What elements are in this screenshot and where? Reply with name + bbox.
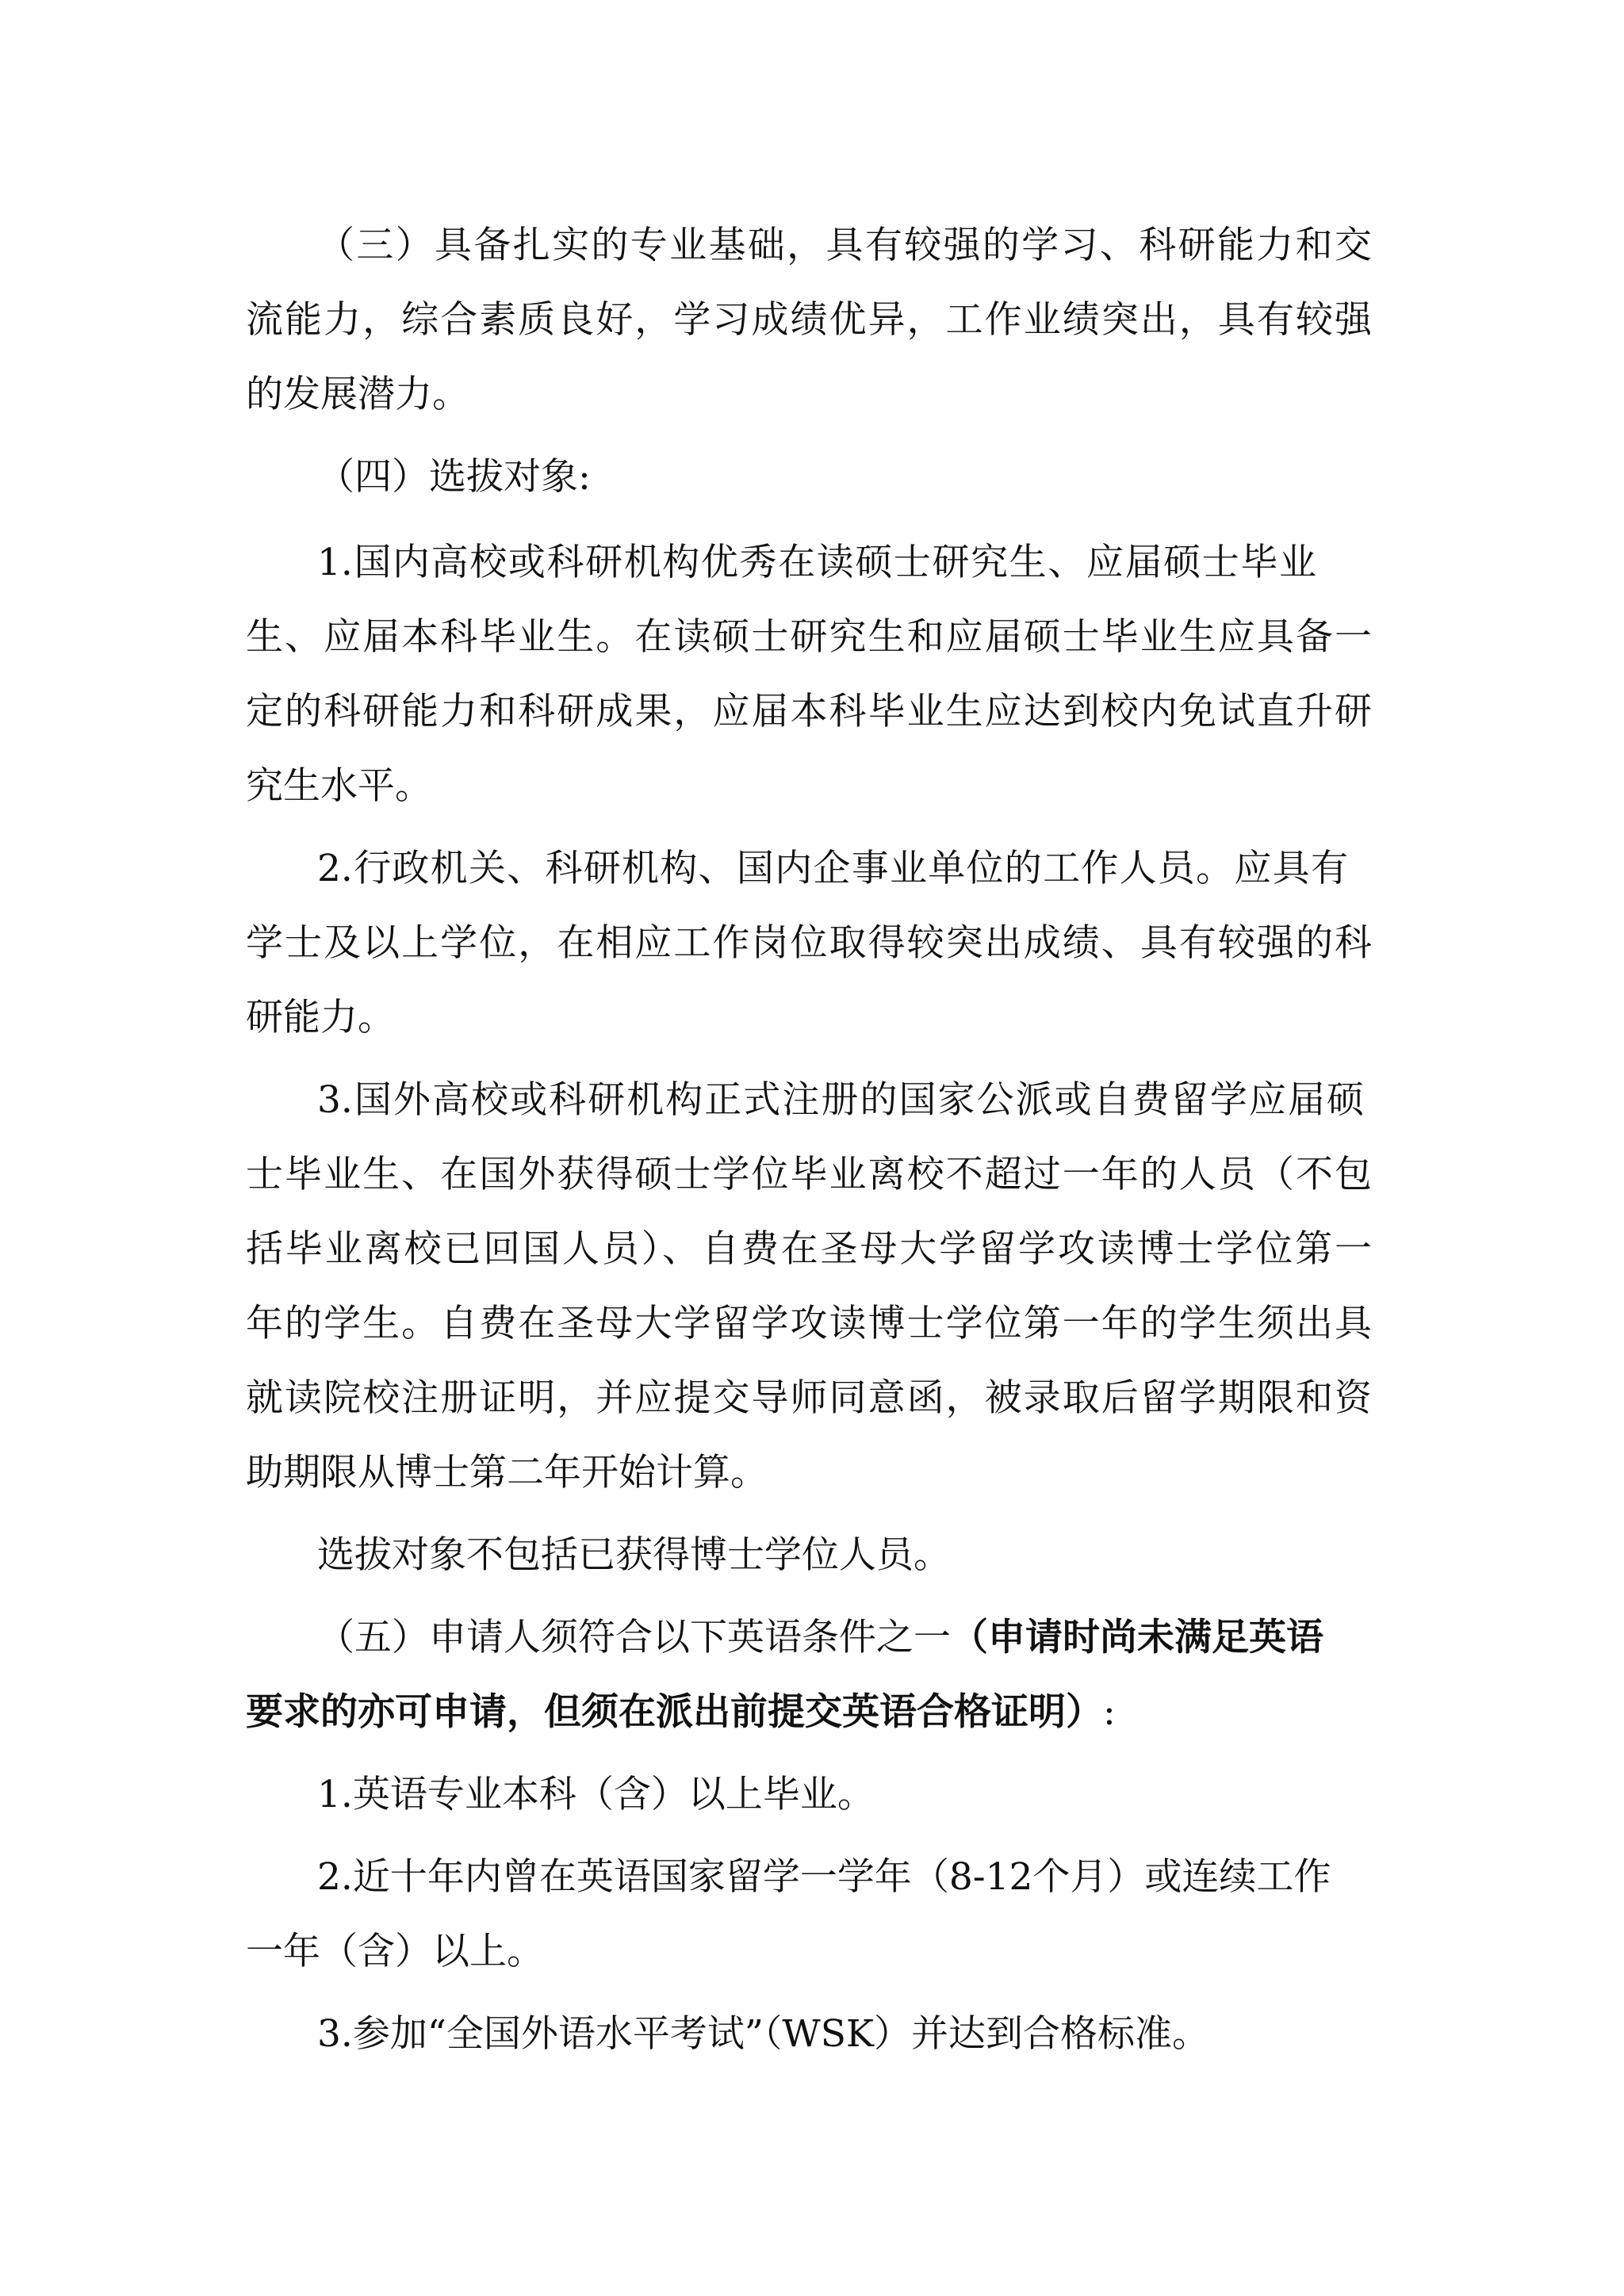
section-4-item-2-line-2: 学士及以上学位，在相应工作岗位取得较突出成绩、具有较强的科 xyxy=(246,921,1372,965)
section-4-item-3-line-5: 就读院校注册证明，并应提交导师同意函，被录取后留学期限和资 xyxy=(246,1376,1372,1420)
section-5-item-2-line-2: 一年（含）以上。 xyxy=(246,1930,544,1973)
section-3-line-2: 流能力，综合素质良好，学习成绩优异，工作业绩突出，具有较强 xyxy=(246,298,1372,342)
section-4-item-3-line-6: 助期限从博士第二年开始计算。 xyxy=(246,1451,768,1494)
section-5-item-1: 1.英语专业本科（含）以上毕业。 xyxy=(317,1773,875,1816)
section-4-item-1-line-2: 生、应届本科毕业生。在读硕士研究生和应届硕士毕业生应具备一 xyxy=(246,615,1372,659)
section-4-item-3-line-3: 括毕业离校已回国人员）、自费在圣母大学留学攻读博士学位第一 xyxy=(246,1227,1372,1271)
section-4-item-2-line-3: 研能力。 xyxy=(246,996,395,1039)
section-5-line-1-normal: （五）申请人须符合以下英语条件之一 xyxy=(317,1616,951,1659)
section-3-line-3: 的发展潜力。 xyxy=(246,373,469,416)
section-4-item-3-line-4: 年的学生。自费在圣母大学留学攻读博士学位第一年的学生须出具 xyxy=(246,1302,1372,1345)
section-4-item-3-line-2: 士毕业生、在国外获得硕士学位毕业离校不超过一年的人员（不包 xyxy=(246,1153,1372,1196)
section-3-line-1: （三）具备扎实的专业基础，具有较强的学习、科研能力和交 xyxy=(317,224,1372,267)
section-5-line-1 xyxy=(317,1605,1443,1671)
section-5-line-1-bold: （申请时尚未满足英语 xyxy=(951,1616,1323,1659)
section-4-note: 选拔对象不包括已获得博士学位人员。 xyxy=(317,1533,951,1577)
section-4-item-3-line-1: 3.国外高校或科研机构正式注册的国家公派或自费留学应届硕 xyxy=(317,1078,1364,1122)
section-5-item-2-line-1: 2.近十年内曾在英语国家留学一学年（8-12个月）或连续工作 xyxy=(317,1855,1331,1899)
section-4-item-1-line-3: 定的科研能力和科研成果，应届本科毕业生应达到校内免试直升研 xyxy=(246,690,1372,733)
section-4-item-1-line-4: 究生水平。 xyxy=(246,764,432,808)
section-4-heading: （四）选拔对象: xyxy=(317,455,591,499)
section-5-line-2-bold: 要求的亦可申请，但须在派出前提交英语合格证明） xyxy=(246,1690,1103,1734)
section-5-line-2-normal: : xyxy=(1103,1690,1116,1734)
section-4-item-2-line-1: 2.行政机关、科研机构、国内企事业单位的工作人员。应具有 xyxy=(317,847,1348,890)
section-5-line-2 xyxy=(246,1679,1372,1746)
section-5-item-3: 3.参加“全国外语水平考试”（WSK）并达到合格标准。 xyxy=(317,2012,1210,2056)
section-4-item-1-line-1: 1.国内高校或科研机构优秀在读硕士研究生、应届硕士毕业 xyxy=(317,541,1316,584)
